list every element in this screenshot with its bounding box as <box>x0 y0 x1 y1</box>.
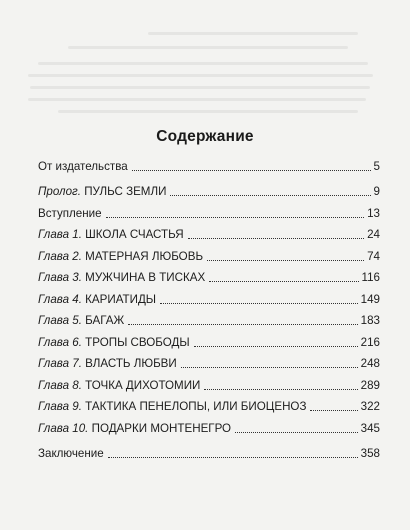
dot-leader <box>194 345 358 347</box>
toc-entry <box>38 156 380 174</box>
toc-entry-title: БАГАЖ <box>85 314 125 327</box>
toc-entry-title: МУЖЧИНА В ТИСКАХ <box>85 271 206 284</box>
toc-entry-title: От издательства <box>38 160 128 173</box>
toc-entry-page: 345 <box>360 422 380 435</box>
page-title: Содержание <box>156 128 254 145</box>
dot-leader <box>310 409 357 411</box>
toc-entry <box>38 181 380 199</box>
dot-leader <box>160 302 358 304</box>
toc-entry-title: ВЛАСТЬ ЛЮБВИ <box>85 357 177 370</box>
toc-entry <box>38 203 380 221</box>
toc-entry <box>38 332 380 350</box>
toc-entry-title: КАРИАТИДЫ <box>85 293 157 306</box>
toc-entry <box>38 267 380 285</box>
toc-entry-page: 248 <box>360 357 380 370</box>
toc-entry <box>38 443 380 461</box>
toc-entry-title: ТРОПЫ СВОБОДЫ <box>85 336 190 349</box>
toc-entry-title: ПОДАРКИ МОНТЕНЕГРО <box>91 422 232 435</box>
toc-entry-prefix: Глава 3. <box>38 271 82 284</box>
toc-entry-page: 5 <box>373 160 380 173</box>
toc-entry <box>38 353 380 371</box>
toc-entry-page: 74 <box>367 250 380 263</box>
toc-entry <box>38 289 380 307</box>
toc-entry <box>38 396 380 414</box>
toc-entry-prefix: Глава 10. <box>38 422 89 435</box>
toc-entry-title: ПУЛЬС ЗЕМЛИ <box>84 185 167 198</box>
toc-entry-page: 116 <box>361 271 380 284</box>
toc-entry-prefix: Глава 5. <box>38 314 82 327</box>
toc-entry-page: 322 <box>360 400 380 413</box>
toc-entry <box>38 310 380 328</box>
toc-entry-title: МАТЕРНАЯ ЛЮБОВЬ <box>85 250 204 263</box>
toc-entry-prefix: Глава 2. <box>38 250 82 263</box>
toc-entry <box>38 418 380 436</box>
toc-entry-title: Заключение <box>38 447 104 460</box>
toc-entry <box>38 375 380 393</box>
toc-entry-prefix: Пролог. <box>38 185 81 198</box>
toc-entry-page: 13 <box>367 207 380 220</box>
toc-entry-page: 9 <box>373 185 380 198</box>
dot-leader <box>132 169 371 171</box>
toc-entry-page: 289 <box>360 379 380 392</box>
toc-entry-title: ШКОЛА СЧАСТЬЯ <box>85 228 184 241</box>
dot-leader <box>209 280 358 282</box>
dot-leader <box>188 237 365 239</box>
toc-entry-title: Вступление <box>38 207 102 220</box>
toc-entry-prefix: Глава 8. <box>38 379 82 392</box>
toc-entry-prefix: Глава 1. <box>38 228 82 241</box>
dot-leader <box>204 388 357 390</box>
toc-entry-page: 149 <box>360 293 380 306</box>
toc-entry <box>38 246 380 264</box>
dot-leader <box>207 259 364 261</box>
toc-entry <box>38 224 380 242</box>
toc-entry-title: ТОЧКА ДИХОТОМИИ <box>85 379 201 392</box>
dot-leader <box>235 431 358 433</box>
dot-leader <box>128 323 357 325</box>
dot-leader <box>181 366 358 368</box>
toc-entry-prefix: Глава 7. <box>38 357 82 370</box>
show-through-text <box>28 32 378 132</box>
toc-entry-prefix: Глава 4. <box>38 293 82 306</box>
dot-leader <box>170 194 370 196</box>
toc-entry-page: 183 <box>360 314 380 327</box>
toc-entry-page: 24 <box>367 228 380 241</box>
dot-leader <box>106 216 365 218</box>
toc-entry-title: ТАКТИКА ПЕНЕЛОПЫ, ИЛИ БИОЦЕНОЗ <box>85 400 307 413</box>
toc-entry-page: 358 <box>360 447 380 460</box>
dot-leader <box>108 456 358 458</box>
toc-entry-prefix: Глава 6. <box>38 336 82 349</box>
toc-entry-prefix: Глава 9. <box>38 400 82 413</box>
toc-entry-page: 216 <box>360 336 380 349</box>
